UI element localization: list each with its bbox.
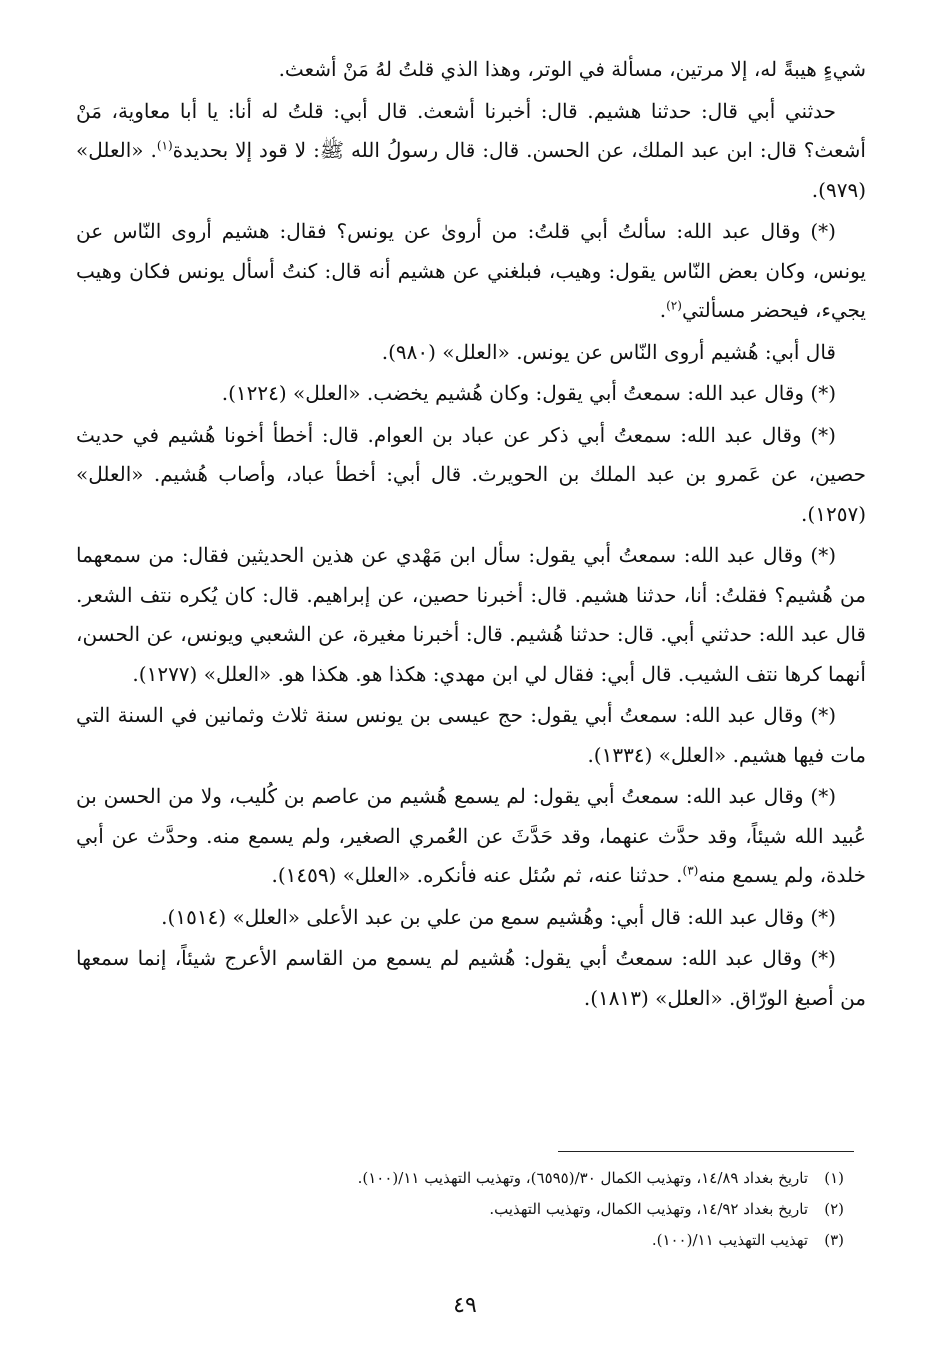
paragraph-text: (*) وقال عبد الله: سمعتُ أبي يقول: سأل ابن مَهْدي عن هذين الحديثين فقال: من سمعهما من هُشيم؟ فقلتُ: أنا، حدثنا هشيم. قال: أخبرنا حصين، عن إبراهيم. قال: كان يُكره نتف الشعر. قال عبد الله: حدثني أبي. قال: حدثنا هُشيم. قال: أخبرنا مغيرة، عن الشعبي ويونس، عن الحسن، أنهما كرها نتف الشيب. قال أبي: فقال لي ابن مهدي: هكذا هو. هكذا هو. «العلل» (١٢٧٧). bbox=[76, 543, 866, 686]
footnote-number: (٢) bbox=[824, 1200, 844, 1218]
paragraph bbox=[76, 536, 866, 694]
footnote-marker[interactable]: (٢) bbox=[666, 298, 682, 313]
footnote-separator bbox=[558, 1151, 854, 1152]
footnote-marker[interactable]: (١) bbox=[156, 138, 173, 153]
paragraph bbox=[76, 333, 866, 373]
paragraph bbox=[76, 212, 866, 331]
paragraph bbox=[76, 696, 866, 775]
paragraph bbox=[76, 777, 866, 896]
paragraph bbox=[76, 939, 866, 1018]
paragraph-text: (*) وقال عبد الله: سمعتُ أبي ذكر عن عباد بن العوام. قال: أخطأ أخونا هُشيم في حديث حصين، عن عَمرو بن عبد الملك بن الحويرث. قال أبي: أخطأ عباد، وأصاب هُشيم. «العلل» (١٢٥٧). bbox=[76, 422, 866, 526]
paragraph-text: شيءٍ هيبةً له، إلا مرتين، مسألة في الوتر، وهذا الذي قلتُ لهُ مَنْ أشعث. bbox=[278, 57, 866, 81]
footnotes bbox=[64, 1163, 854, 1256]
paragraph-text: قال أبي: هُشيم أروى النّاس عن يونس. «العلل» (٩٨٠). bbox=[381, 339, 836, 364]
paragraph bbox=[76, 898, 866, 938]
paragraph-text: (*) وقال عبد الله: سمعتُ أبي يقول: هُشيم لم يسمع من القاسم الأعرج شيئاً، إنما سمعها من أصبغ الورّاق. «العلل» (١٨١٣). bbox=[76, 946, 866, 1010]
footnote-marker[interactable]: (٣) bbox=[682, 863, 699, 878]
paragraphs-container bbox=[76, 50, 866, 1018]
paragraph bbox=[76, 374, 866, 414]
paragraph-text: (*) وقال عبد الله: سمعتُ أبي يقول: حج عيسى بن يونس سنة ثلاث وثمانين في السنة التي مات فيها هشيم. «العلل» (١٣٣٤). bbox=[76, 703, 866, 767]
paragraph-text: حدثني أبي قال: حدثنا هشيم. قال: أخبرنا أشعث. قال أبي: قلتُ له أنا: يا أبا معاوية، مَنْ أشعث؟ قال: ابن عبد الملك، عن الحسن. قال: قال رسولُ الله ﷺ: لا قود إلا بحديدة bbox=[76, 98, 866, 162]
paragraph-text: . «العلل» (٩٧٩). bbox=[76, 138, 866, 202]
paragraph-text: (*) وقال عبد الله: سألتُ أبي قلتُ: من أروىٰ عن يونس؟ فقال: هشيم أروى النّاس عن يونس، وكان بعض النّاس يقول: وهيب، فبلغني عن هشيم أنه قال: كنتُ أسأل يونس فكان وهيب يجيء، فيحضر مسألتي bbox=[76, 219, 866, 322]
paragraph bbox=[76, 416, 866, 535]
footnote-1 bbox=[64, 1163, 854, 1194]
paragraph-text: (*) وقال عبد الله: سمعتُ أبي يقول: لم يسمع هُشيم من عاصم بن كُليب، ولا من الحسن بن عُبيد الله شيئاً، وقد حدَّث عنهما، وقد حَدَّثَ عن العُمري الصغير، ولم يسمع منه. وحدَّث عن أبي خلدة، ولم يسمع منه bbox=[76, 784, 866, 887]
footnote-3 bbox=[64, 1225, 854, 1256]
paragraph-text: (*) وقال عبد الله: سمعتُ أبي يقول: وكان هُشيم يخضب. «العلل» (١٢٢٤). bbox=[221, 381, 836, 405]
footnote-text: تهذيب التهذيب ١١/(١٠٠). bbox=[651, 1231, 808, 1249]
footnote-text: تاريخ بغداد ١٤/٩٢، وتهذيب الكمال، وتهذيب التهذيب. bbox=[489, 1200, 808, 1218]
paragraph bbox=[76, 92, 866, 211]
paragraph bbox=[76, 50, 866, 90]
paragraph-text: . حدثنا عنه، ثم سُئل عنه فأنكره. «العلل» (١٤٥٩). bbox=[271, 863, 683, 887]
footnote-text: تاريخ بغداد ١٤/٨٩، وتهذيب الكمال ٣٠/(٦٥٩٥)، وتهذيب التهذيب ١١/(١٠٠). bbox=[357, 1169, 808, 1187]
paragraph-text: (*) وقال عبد الله: قال أبي: وهُشيم سمع من علي بن عبد الأعلى «العلل» (١٥١٤). bbox=[161, 904, 836, 929]
footnote-number: (٣) bbox=[824, 1231, 844, 1249]
paragraph-text: . bbox=[659, 298, 667, 322]
page-body bbox=[76, 50, 866, 1018]
footnote-number: (١) bbox=[824, 1169, 844, 1187]
footnote-2 bbox=[64, 1194, 854, 1225]
page-number: ٤٩ bbox=[453, 1293, 477, 1318]
